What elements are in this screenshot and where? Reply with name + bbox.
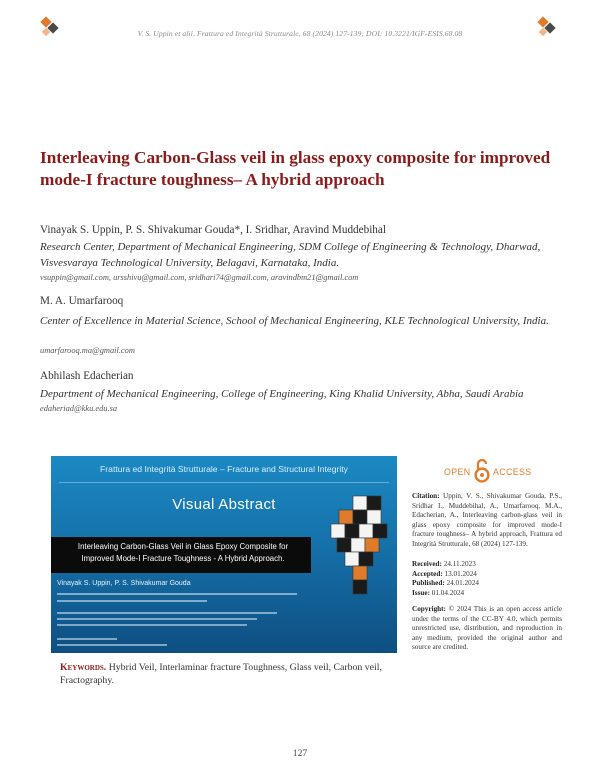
- visual-abstract-journal-line: Frattura ed Integrità Strutturale – Fracture and Structural Integrity: [100, 464, 348, 474]
- copyright-block: [412, 605, 562, 653]
- keywords-block: [60, 662, 395, 687]
- open-access-badge: [444, 458, 534, 486]
- copyright-text: © 2024 This is an open access article under the terms of the CC-BY 4.0, which permits unrestricted use, distribution, and reproduction in any medium, provided the original author and source are credited.: [412, 605, 563, 652]
- banner-line-1: Interleaving Carbon-Glass Veil in Glass Epoxy Composite for: [77, 542, 289, 551]
- faint-text-line: [57, 600, 207, 602]
- issue-date: 01.04.2024: [431, 588, 465, 597]
- citation-label: Citation:: [412, 492, 440, 500]
- dates-block: [412, 560, 562, 598]
- keywords-label: Keywords.: [60, 662, 107, 673]
- open-lock-icon: [474, 458, 490, 484]
- affiliation-2: Center of Excellence in Material Science, School of Mechanical Engineering, KLE Technological University, India.: [40, 315, 549, 327]
- copyright-label: Copyright:: [412, 605, 446, 613]
- affiliation-3: Department of Mechanical Engineering, College of Engineering, King Khalid University, Abha, Saudi Arabia: [40, 388, 524, 400]
- issue-label: Issue:: [412, 588, 430, 597]
- visual-abstract-authors: Vinayak S. Uppin, P. S. Shivakumar Gouda: [57, 580, 191, 587]
- page-number: 127: [292, 748, 308, 759]
- visual-abstract-banner: [51, 537, 311, 573]
- author-names-3: Abhilash Edacherian: [40, 370, 134, 382]
- author-names-1: Vinayak S. Uppin, P. S. Shivakumar Gouda*, I. Sridhar, Aravind Muddebihal: [40, 224, 386, 236]
- citation-text: Uppin, V. S., Shivakumar Gouda, P.S., Sridhar I., Muddebihal, A., Umarfarooq, M.A., Edacherian, A., Interleaving carbon-glass veil in glass epoxy composite for improved mode-I fracture toughness– A hybrid approach, Frattura ed Integrità Strutturale, 68 (2024) 127-139.: [412, 492, 562, 548]
- running-header: V. S. Uppin et alii, Frattura ed Integrità Strutturale, 68 (2024) 127-139; DOI: 10.3221/IGF-ESIS.68.08: [137, 29, 463, 38]
- email-3[interactable]: edaheriad@kku.edu.sa: [40, 404, 118, 413]
- email-2[interactable]: umarfarooq.ma@gmail.com: [40, 346, 135, 355]
- visual-abstract-heading: Visual Abstract: [172, 496, 276, 513]
- faint-text-line: [57, 624, 247, 626]
- faint-text-line: [57, 644, 167, 646]
- faint-text-line: [57, 593, 297, 595]
- faint-text-line: [57, 618, 257, 620]
- received-date: 24.11.2023: [443, 560, 476, 568]
- divider: [59, 482, 389, 483]
- citation-block: [412, 492, 562, 550]
- faint-text-line: [57, 612, 277, 614]
- email-1[interactable]: vsuppin@gmail.com, ursshivu@gmail.com, sridhari74@gmail.com, aravindbm21@gmail.com: [40, 273, 359, 282]
- banner-line-2: Improved Mode-I Fracture Toughness - A Hybrid Approach.: [81, 554, 285, 563]
- open-access-left-text: OPEN: [444, 467, 471, 477]
- published-label: Published:: [412, 579, 445, 588]
- published-date: 24.01.2024: [446, 579, 479, 588]
- faint-text-line: [57, 638, 117, 640]
- open-access-right-text: ACCESS: [493, 467, 532, 477]
- accepted-date: 13.01.2024: [444, 569, 477, 578]
- visual-abstract-image: [51, 456, 397, 653]
- received-label: Received:: [412, 560, 442, 568]
- author-names-2: M. A. Umarfarooq: [40, 295, 124, 307]
- article-title: Interleaving Carbon-Glass veil in glass epoxy composite for improved mode-I fracture toughness– A hybrid approach: [40, 148, 551, 189]
- keywords-text: Hybrid Veil, Interlaminar fracture Toughness, Glass veil, Carbon veil, Fractography.: [60, 662, 382, 686]
- accepted-label: Accepted:: [412, 569, 443, 578]
- cube-stack-graphic: [323, 492, 393, 602]
- affiliation-1: Research Center, Department of Mechanical Engineering, SDM College of Engineering & Technology, Dharwad, Visvesvaraya Technological University, Belagavi, Karnataka, India.: [40, 241, 541, 269]
